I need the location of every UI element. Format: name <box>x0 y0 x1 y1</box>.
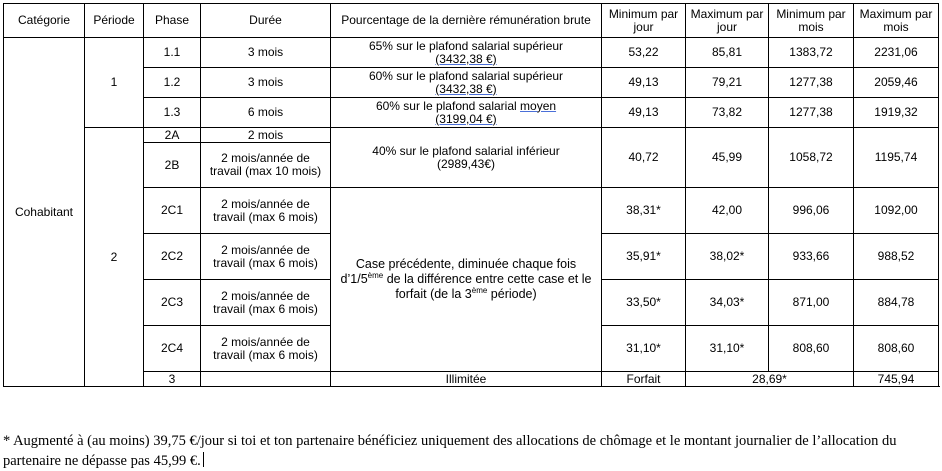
duree-cell: Illimitée <box>331 372 602 387</box>
table-row <box>4 38 939 68</box>
max-jour-cell: 38,02* <box>686 234 769 280</box>
pct-2c-sup: ème <box>367 270 384 280</box>
pct-line: 60% sur le plafond salarial <box>375 98 521 113</box>
min-mois-cell: 1277,38 <box>769 68 854 98</box>
duree-cell: 3 mois <box>201 38 331 68</box>
category-cell: Cohabitant <box>4 38 85 387</box>
max-mois-cell: 2059,46 <box>854 68 939 98</box>
min-jour-cell: 33,50* <box>602 280 686 326</box>
phase-cell: 2C3 <box>144 280 201 326</box>
pct-2c-text: période) <box>487 287 537 301</box>
table-row <box>4 128 939 143</box>
max-jour-cell: 85,81 <box>686 38 769 68</box>
min-mois-cell: 808,60 <box>769 326 854 372</box>
pct-cell <box>331 98 602 128</box>
header-duree: Durée <box>201 4 331 38</box>
footnote <box>3 431 933 471</box>
max-mois-cell: 808,60 <box>854 326 939 372</box>
pct-line-underlined: moyen <box>520 98 557 113</box>
duree-cell: 2 mois/année de travail (max 6 mois) <box>201 280 331 326</box>
text-cursor <box>203 452 204 467</box>
header-min-jour: Minimum par jour <box>602 4 686 38</box>
max-jour-cell: 79,21 <box>686 68 769 98</box>
max-mois-cell: 1919,32 <box>854 98 939 128</box>
pct-2ab-cell <box>331 128 602 188</box>
header-phase: Phase <box>144 4 201 38</box>
pct-2c-text: Case précédente, diminuée chaque fois d’1/5 <box>340 257 577 286</box>
header-max-jour: Maximum par jour <box>686 4 769 38</box>
max-mois-cell: 1195,74 <box>854 128 939 188</box>
phase-cell: 1.3 <box>144 98 201 128</box>
period-1-cell: 1 <box>85 38 144 128</box>
min-jour-cell: 31,10* <box>602 326 686 372</box>
table-row <box>4 98 939 128</box>
pct-amount: (3432,38 €) <box>435 51 497 66</box>
max-jour-cell: 73,82 <box>686 98 769 128</box>
phase-cell-empty <box>201 372 331 387</box>
header-pourcentage: Pourcentage de la dernière rémunération brute <box>331 4 602 38</box>
max-jour-cell: 42,00 <box>686 188 769 234</box>
header-max-mois: Maximum par mois <box>854 4 939 38</box>
forfait-jour-cell: 28,69* <box>686 372 854 387</box>
max-mois-cell: 2231,06 <box>854 38 939 68</box>
pct-2c-cell <box>331 188 602 372</box>
pct-amount: (3432,38 €) <box>435 81 497 96</box>
pct-cell <box>331 68 602 98</box>
header-row <box>4 4 939 38</box>
pct-cell: Forfait <box>602 372 686 387</box>
allocation-table <box>3 3 939 387</box>
duree-cell: 2 mois/année de travail (max 10 mois) <box>201 143 331 188</box>
max-jour-cell: 45,99 <box>686 128 769 188</box>
phase-cell: 2A <box>144 128 201 143</box>
min-jour-cell: 49,13 <box>602 98 686 128</box>
duree-cell: 2 mois <box>201 128 331 143</box>
duree-cell: 3 mois <box>201 68 331 98</box>
header-categorie: Catégorie <box>4 4 85 38</box>
pct-2c-text: de la différence entre cette case et le forfait (de la 3 <box>383 272 592 301</box>
header-periode: Période <box>85 4 144 38</box>
period-2-cell: 2 <box>85 128 144 387</box>
max-jour-cell: 34,03* <box>686 280 769 326</box>
pct-line: 65% sur le plafond salarial supérieur <box>368 38 564 53</box>
max-jour-cell: 31,10* <box>686 326 769 372</box>
pct-2c-sup: ème <box>471 285 488 295</box>
table-row <box>4 68 939 98</box>
min-jour-cell: 49,13 <box>602 68 686 98</box>
footnote-text: * Augmenté à (au moins) 39,75 €/jour si toi et ton partenaire bénéficiez uniquement des allocations de chômage et le montant journalier de l’allocation du partenaire ne dépasse pas 45,99 €. <box>3 433 897 469</box>
header-min-mois: Minimum par mois <box>769 4 854 38</box>
table-row <box>4 188 939 234</box>
phase-cell: 1.1 <box>144 38 201 68</box>
min-mois-cell: 1383,72 <box>769 38 854 68</box>
min-mois-cell: 933,66 <box>769 234 854 280</box>
pct-cell <box>331 38 602 68</box>
duree-cell: 2 mois/année de travail (max 6 mois) <box>201 326 331 372</box>
pct-line: 60% sur le plafond salarial supérieur <box>368 68 564 83</box>
duree-cell: 6 mois <box>201 98 331 128</box>
phase-cell: 2B <box>144 143 201 188</box>
phase-cell: 2C2 <box>144 234 201 280</box>
max-mois-cell: 988,52 <box>854 234 939 280</box>
phase-cell: 2C4 <box>144 326 201 372</box>
phase-cell: 2C1 <box>144 188 201 234</box>
min-jour-cell: 40,72 <box>602 128 686 188</box>
forfait-mois-cell: 745,94 <box>854 372 939 387</box>
min-mois-cell: 996,06 <box>769 188 854 234</box>
min-jour-cell: 35,91* <box>602 234 686 280</box>
max-mois-cell: 1092,00 <box>854 188 939 234</box>
pct-amount: (3199,04 €) <box>435 111 497 126</box>
phase-cell: 1.2 <box>144 68 201 98</box>
duree-cell: 2 mois/année de travail (max 6 mois) <box>201 188 331 234</box>
min-jour-cell: 53,22 <box>602 38 686 68</box>
pct-amount: (2989,43€) <box>436 156 496 171</box>
duree-cell: 2 mois/année de travail (max 6 mois) <box>201 234 331 280</box>
period-3-cell: 3 <box>144 372 201 387</box>
table-row <box>4 372 939 387</box>
min-mois-cell: 1058,72 <box>769 128 854 188</box>
min-mois-cell: 871,00 <box>769 280 854 326</box>
pct-line: 40% sur le plafond salarial inférieur <box>372 143 560 158</box>
min-jour-cell: 38,31* <box>602 188 686 234</box>
min-mois-cell: 1277,38 <box>769 98 854 128</box>
max-mois-cell: 884,78 <box>854 280 939 326</box>
